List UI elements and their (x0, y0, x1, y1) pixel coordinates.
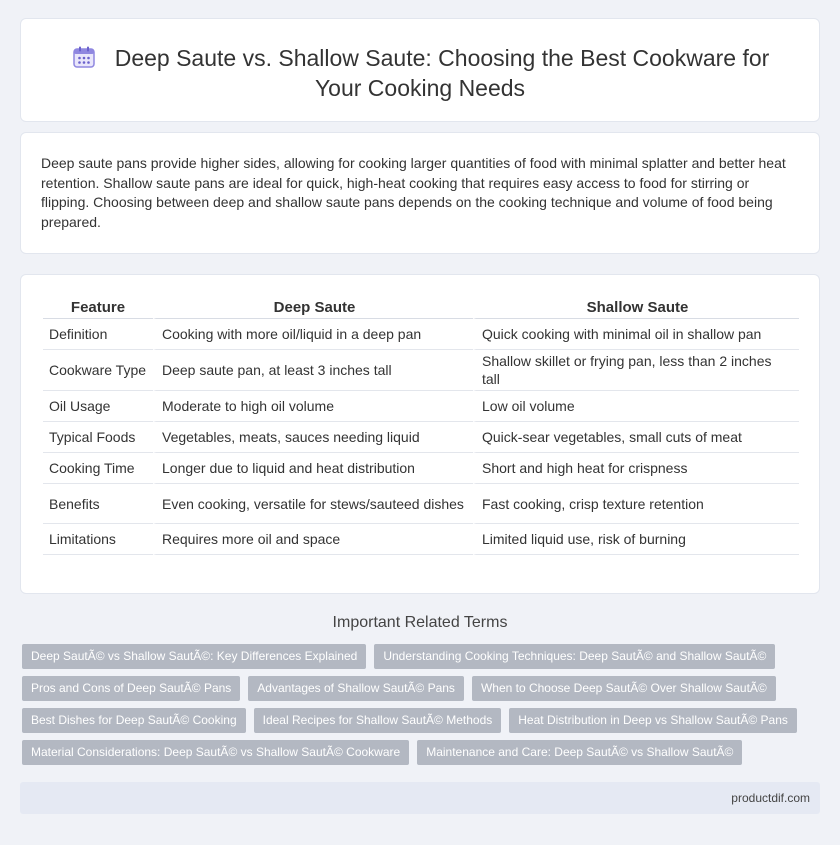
row-feature: Cookware Type (43, 350, 153, 391)
related-term-link[interactable]: Pros and Cons of Deep SautÃ© Pans (22, 676, 240, 701)
comparison-table (43, 295, 799, 555)
related-terms-title: Important Related Terms (332, 614, 508, 631)
related-term-link[interactable]: Best Dishes for Deep SautÃ© Cooking (22, 708, 246, 733)
row-feature: Oil Usage (43, 391, 153, 422)
header-deep-saute: Deep Saute (153, 295, 473, 319)
related-term-link[interactable]: Heat Distribution in Deep vs Shallow SautÃ© Pans (509, 708, 797, 733)
related-terms-list (22, 644, 812, 772)
row-deep: Vegetables, meats, sauces needing liquid (153, 422, 473, 453)
intro-paragraph: Deep saute pans provide higher sides, allowing for cooking larger quantities of food with minimal splatter and better heat retention. Shallow saute pans are ideal for quick, high-heat cooking that requires easy access to food for stirring or flipping. Choosing between deep and shallow saute pans depends on the cooking technique and volume of food being prepared. (41, 155, 786, 230)
table-header-row (43, 295, 799, 319)
row-shallow: Quick cooking with minimal oil in shallow pan (473, 319, 799, 350)
row-shallow: Low oil volume (473, 391, 799, 422)
table-row (43, 484, 799, 524)
intro-card (20, 132, 820, 254)
related-terms-row (22, 708, 812, 733)
related-terms-row (22, 644, 812, 669)
row-shallow: Limited liquid use, risk of burning (473, 524, 799, 555)
table-row (43, 319, 799, 350)
table-row (43, 350, 799, 391)
header-card (20, 18, 820, 122)
row-shallow: Shallow skillet or frying pan, less than 2 inches tall (473, 350, 799, 391)
related-term-link[interactable]: Advantages of Shallow SautÃ© Pans (248, 676, 464, 701)
row-shallow: Short and high heat for crispness (473, 453, 799, 484)
related-term-link[interactable]: When to Choose Deep SautÃ© Over Shallow SautÃ© (472, 676, 776, 701)
related-term-link[interactable]: Ideal Recipes for Shallow SautÃ© Methods (254, 708, 502, 733)
row-deep: Cooking with more oil/liquid in a deep pan (153, 319, 473, 350)
row-feature: Cooking Time (43, 453, 153, 484)
table-row (43, 422, 799, 453)
row-shallow: Quick-sear vegetables, small cuts of meat (473, 422, 799, 453)
row-deep: Longer due to liquid and heat distribution (153, 453, 473, 484)
row-feature: Definition (43, 319, 153, 350)
table-row (43, 524, 799, 555)
footer-site-name: productdif.com (731, 791, 810, 805)
table-row (43, 453, 799, 484)
row-feature: Typical Foods (43, 422, 153, 453)
header-feature: Feature (43, 295, 153, 319)
related-term-link[interactable]: Maintenance and Care: Deep SautÃ© vs Shallow SautÃ© (417, 740, 742, 765)
row-shallow: Fast cooking, crisp texture retention (473, 484, 799, 524)
related-terms-row (22, 676, 812, 701)
row-deep: Even cooking, versatile for stews/sauteed dishes (153, 484, 473, 524)
page-title-text: Deep Saute vs. Shallow Saute: Choosing the Best Cookware for Your Cooking Needs (114, 45, 770, 101)
related-term-link[interactable]: Understanding Cooking Techniques: Deep SautÃ© and Shallow SautÃ© (374, 644, 775, 669)
table-row (43, 391, 799, 422)
row-feature: Limitations (43, 524, 153, 555)
row-deep: Moderate to high oil volume (153, 391, 473, 422)
row-deep: Deep saute pan, at least 3 inches tall (153, 350, 473, 391)
calendar-icon (71, 44, 97, 70)
footer-bar (20, 782, 820, 814)
row-deep: Requires more oil and space (153, 524, 473, 555)
related-term-link[interactable]: Material Considerations: Deep SautÃ© vs Shallow SautÃ© Cookware (22, 740, 409, 765)
page-title (61, 43, 779, 103)
related-terms-row (22, 740, 812, 765)
header-shallow-saute: Shallow Saute (473, 295, 799, 319)
related-term-link[interactable]: Deep SautÃ© vs Shallow SautÃ©: Key Differences Explained (22, 644, 366, 669)
comparison-card (20, 274, 820, 594)
row-feature: Benefits (43, 484, 153, 524)
